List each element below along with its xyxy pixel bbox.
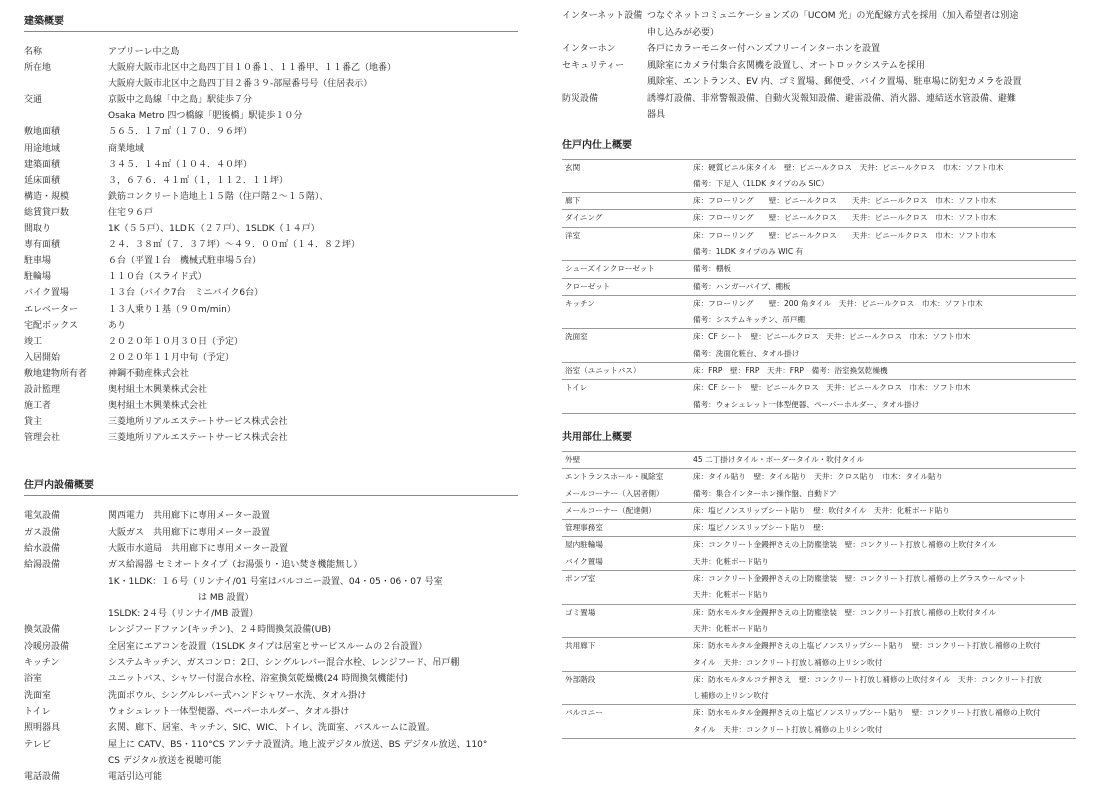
finish-detail-line: 床：FRP 壁：FRP 天井：FRP 備考：浴室換気乾燥機 xyxy=(693,366,888,376)
spec-label: 電話設備 xyxy=(24,772,61,783)
unit-equipment-list xyxy=(24,508,518,785)
spec-row xyxy=(24,541,518,557)
spec-value-line: 大阪ガス 共用廊下に専用メーター設置 xyxy=(108,527,271,538)
spec-value-line: ウォシュレット一体型便器、ペーパーホルダー、タオル掛け xyxy=(108,706,350,717)
spec-label: 施工者 xyxy=(24,401,52,412)
spec-row xyxy=(24,525,518,541)
spec-value-line: ５６５．１７㎡（１７０．９６坪） xyxy=(108,127,253,138)
spec-label: トイレ xyxy=(24,706,51,717)
finish-place xyxy=(562,638,693,672)
spec-value xyxy=(108,430,518,446)
spec-row xyxy=(24,639,518,655)
spec-value-line: 奥村組土木興業株式会社 xyxy=(108,384,208,395)
spec-row xyxy=(24,655,518,671)
spec-label: ガス設備 xyxy=(24,527,61,538)
finish-detail xyxy=(693,278,1076,295)
spec-row xyxy=(24,769,518,785)
spec-label: 総賃貸戸数 xyxy=(24,207,70,218)
finish-row xyxy=(562,227,1076,261)
spec-row xyxy=(562,41,1076,58)
finish-place xyxy=(562,502,693,519)
spec-value-line: ６台（平置１台 機械式駐車場５台） xyxy=(108,256,262,267)
spec-value xyxy=(108,141,518,157)
spec-value-line: 全居室にエアコンを設置（1SLDK タイプは居室とサービスルームの２台設置） xyxy=(108,641,428,652)
spec-label: 延床面積 xyxy=(24,175,61,186)
spec-value-line: ３４５．１４㎡（１０４．４０坪） xyxy=(108,159,253,170)
finish-detail xyxy=(693,329,1076,363)
spec-value-line: 1K（５５戸）、1LDＫ（２７戸）、1SLDK（１４戸） xyxy=(108,224,320,235)
spec-value-line: 風除室にカメラ付集合玄関機を設置し、オートロックシステムを採用 xyxy=(647,60,925,71)
spec-label: 電気設備 xyxy=(24,511,61,522)
finish-detail-line: 45 二丁掛けタイル・ボーダータイル・吹付タイル xyxy=(693,454,865,464)
finish-detail-line: 床：塩ビノンスリップシート貼り 壁：吹付タイル 天井：化粧ボード貼り xyxy=(693,505,950,515)
spec-label: 宅配ボックス xyxy=(24,320,78,331)
spec-value-line: 商業地域 xyxy=(108,143,145,154)
finish-row xyxy=(562,159,1076,193)
finish-place-line: 管理事務室 xyxy=(565,523,603,533)
spec-value xyxy=(108,221,518,237)
finish-row xyxy=(562,469,1076,503)
finish-detail xyxy=(693,502,1076,519)
spec-label: 駐輪場 xyxy=(24,272,52,283)
finish-row xyxy=(562,671,1076,705)
spec-label: 建築面積 xyxy=(24,159,61,170)
spec-row xyxy=(24,382,518,398)
spec-row xyxy=(24,173,518,189)
finish-place xyxy=(562,451,693,468)
spec-row xyxy=(24,350,518,366)
spec-value xyxy=(108,557,518,622)
finish-place-line: シューズインクローゼット xyxy=(565,264,655,274)
finish-row xyxy=(562,638,1076,672)
spec-label: 管理会社 xyxy=(24,433,61,444)
spec-label: 浴室 xyxy=(24,674,43,685)
spec-value-line: 誘導灯設備、非常警報設備、自動火災報知設備、避雷設備、消火器、連結送水管設備、避難 xyxy=(647,93,1017,104)
finish-detail xyxy=(693,571,1076,605)
finish-row xyxy=(562,363,1076,380)
spec-row xyxy=(24,221,518,237)
right-column xyxy=(562,0,1076,739)
finish-detail-line: 床：防水モルタルコテ押さえ 壁：コンクリート打放し補修の上吹付タイル 天井：コンクリート打放 xyxy=(693,674,1042,684)
spec-label: テレビ xyxy=(24,739,51,750)
spec-value-line: 大阪府大阪市北区中之島四丁目２番３９-部屋番号号（住居表示） xyxy=(108,79,373,90)
finish-place-line: 玄関 xyxy=(565,162,581,172)
spec-value-line: ２０２０年１１月中旬（予定） xyxy=(108,352,235,363)
spec-value-line: 奥村組土木興業株式会社 xyxy=(108,401,208,412)
finish-detail-line: 備考：集合インターホン操作盤、自動ドア xyxy=(693,488,837,498)
finish-detail xyxy=(693,210,1076,227)
spec-label: 洗面室 xyxy=(24,690,52,701)
spec-row xyxy=(562,58,1076,91)
spec-row xyxy=(24,60,518,92)
finish-row xyxy=(562,193,1076,210)
spec-value-line: アプリーレ中之島 xyxy=(108,47,180,57)
finish-place-line: メールコーナー（入居者側） xyxy=(565,488,664,498)
finish-row xyxy=(562,520,1076,537)
finish-place xyxy=(562,227,693,261)
finish-place xyxy=(562,380,693,414)
finish-place xyxy=(562,604,693,638)
spec-value xyxy=(108,414,518,430)
spec-value xyxy=(108,541,518,557)
unit-finish-title: 住戸内仕上概要 xyxy=(562,139,632,151)
spec-value xyxy=(108,688,518,704)
finish-row xyxy=(562,537,1076,571)
finish-place-line: トイレ xyxy=(565,383,588,393)
finish-place-line: 共用廊下 xyxy=(565,641,596,651)
spec-value-line: ２４．３８㎡（７．３７坪）～４９．００㎡（１４．８２坪） xyxy=(108,240,361,251)
spec-value-line: 1K・1LDK：１６号（リンナイ/01 号室はバルコニー設置、04・05・06・07 号室 xyxy=(108,576,443,587)
spec-value-line: 関西電力 共用廊下に専用メーター設置 xyxy=(108,511,271,522)
finish-detail xyxy=(693,261,1076,278)
finish-row xyxy=(562,380,1076,414)
spec-row xyxy=(24,720,518,736)
spec-value-line: 神鋼不動産株式会社 xyxy=(108,368,190,379)
finish-place-line: ダイニング xyxy=(565,213,603,223)
spec-value xyxy=(108,350,518,366)
finish-place-line: バイク置場 xyxy=(565,556,603,566)
facility-list xyxy=(562,0,1076,124)
finish-row xyxy=(562,571,1076,605)
finish-detail xyxy=(693,295,1076,329)
spec-value-line: 洗面ボウル、シングルレバー式ハンドシャワー水洗、タオル掛け xyxy=(108,690,367,701)
finish-place xyxy=(562,193,693,210)
finish-place xyxy=(562,329,693,363)
finish-detail xyxy=(693,705,1076,739)
spec-value-line: CS デジタル放送を視聴可能 xyxy=(108,755,222,766)
spec-row xyxy=(24,253,518,269)
finish-detail xyxy=(693,159,1076,193)
spec-value xyxy=(108,60,518,92)
spec-row xyxy=(24,124,518,140)
finish-place-line: ポンプ室 xyxy=(565,574,596,584)
spec-row xyxy=(24,737,518,770)
finish-detail-line: 備考：システムキッチン、吊戸棚 xyxy=(693,315,806,325)
spec-value-line: 玄関、廊下、居室、キッチン、SIC、WIC、トイレ、洗面室、バスルームに設置。 xyxy=(108,723,435,734)
spec-label: 専有面積 xyxy=(24,240,61,251)
spec-value-line: 器具 xyxy=(647,110,666,120)
spec-value xyxy=(108,639,518,655)
spec-value-line: １３人乗り１基（９０m/min） xyxy=(108,304,236,315)
finish-row xyxy=(562,278,1076,295)
spec-value-line: １１０台（スライド式） xyxy=(108,272,207,283)
finish-row xyxy=(562,329,1076,363)
spec-value xyxy=(108,334,518,350)
spec-value xyxy=(108,205,518,221)
finish-place-line: メールコーナー（配達側） xyxy=(565,505,656,515)
spec-value-line: 大阪府大阪市北区中之島四丁目１０番１、１１番甲、１１番乙（地番） xyxy=(108,63,397,74)
spec-value-line: 三菱地所リアルエステートサービス株式会社 xyxy=(108,417,288,428)
spec-row xyxy=(24,704,518,720)
spec-row xyxy=(24,688,518,704)
finish-detail xyxy=(693,520,1076,537)
spec-value xyxy=(108,189,518,205)
finish-place-line: エントランスホール・風除室 xyxy=(565,472,664,482)
spec-row xyxy=(24,157,518,173)
spec-value-line: Osaka Metro 四つ橋線「肥後橋」駅徒歩１０分 xyxy=(108,111,303,122)
finish-detail-line: 床：防水モルタル金鏝押さえの上塩ビノンスリップシート貼り 壁：コンクリート打放し補修の上吹付 xyxy=(693,708,1041,718)
unit-finish-table xyxy=(562,159,1076,414)
spec-value xyxy=(108,704,518,720)
spec-value xyxy=(108,720,518,736)
finish-detail xyxy=(693,671,1076,705)
spec-row xyxy=(562,91,1076,124)
spec-value xyxy=(108,525,518,541)
spec-value xyxy=(108,237,518,253)
spec-value-line: ユニットバス、シャワー付混合水栓、浴室換気乾燥機(24 時間換気機能付) xyxy=(108,674,408,685)
spec-row xyxy=(24,189,518,205)
spec-value xyxy=(108,655,518,671)
spec-value-line: あり xyxy=(108,320,127,331)
finish-detail-line: 天井：化粧ボード貼り xyxy=(693,556,769,566)
finish-place xyxy=(562,469,693,503)
spec-label: 構造・規模 xyxy=(24,191,70,202)
finish-detail xyxy=(693,604,1076,638)
finish-place-line: 浴室（ユニットバス） xyxy=(565,366,641,376)
spec-label: 名称 xyxy=(24,47,43,57)
finish-row xyxy=(562,502,1076,519)
spec-value-line: 住宅９６戸 xyxy=(108,207,154,218)
spec-value xyxy=(108,157,518,173)
finish-place-line: クローゼット xyxy=(565,281,611,291)
spec-value-line: レンジフードファン(キッチン)、２４時間換気設備(UB) xyxy=(108,625,332,636)
spec-row xyxy=(24,44,518,60)
finish-row xyxy=(562,295,1076,329)
spec-row xyxy=(24,269,518,285)
finish-place xyxy=(562,537,693,571)
finish-detail-line: 床：コンクリート金鏝押さえの上防塵塗装 壁：コンクリート打放し補修の上吹付タイル xyxy=(693,540,997,550)
spec-label: 所在地 xyxy=(24,63,52,74)
finish-place-line: 外部階段 xyxy=(565,674,596,684)
spec-row xyxy=(24,302,518,318)
finish-detail xyxy=(693,227,1076,261)
spec-label: 給水設備 xyxy=(24,543,61,554)
finish-detail-line: 備考：ウォシュレット一体型便器、ペーパーホルダー、タオル掛け xyxy=(693,399,920,409)
spec-row xyxy=(24,508,518,524)
spec-row xyxy=(24,285,518,301)
spec-label: 用途地域 xyxy=(24,143,61,154)
finish-place xyxy=(562,261,693,278)
spec-value xyxy=(647,41,1076,58)
spec-value xyxy=(108,398,518,414)
spec-value-line: 申し込みが必要） xyxy=(647,27,720,38)
spec-label: 貸主 xyxy=(24,417,43,428)
finish-detail-line: 床：硬質ビニル床タイル 壁：ビニールクロス 天井：ビニールクロス 巾木：ソフト巾木 xyxy=(693,162,1004,172)
spec-row xyxy=(24,557,518,622)
spec-row xyxy=(24,205,518,221)
spec-value xyxy=(108,382,518,398)
finish-place xyxy=(562,159,693,193)
spec-label: 敷地面積 xyxy=(24,127,61,138)
spec-value-line: つなぐネットコミュニケーションズの「UCOM 光」の光配線方式を採用（加入希望者は別途 xyxy=(647,11,1019,21)
spec-value xyxy=(108,253,518,269)
finish-detail-line: 備考：下足入（1LDK タイプのみ SIC） xyxy=(693,178,829,188)
common-finish-title: 共用部仕上概要 xyxy=(562,431,632,443)
finish-detail-line: 備考：棚板 xyxy=(693,264,731,274)
spec-row xyxy=(24,622,518,638)
spec-label: 駐車場 xyxy=(24,256,52,267)
spec-label: 防災設備 xyxy=(562,93,599,104)
spec-value-line: 各戸にカラーモニター付ハンズフリーインターホンを設置 xyxy=(647,44,881,54)
spec-row xyxy=(24,398,518,414)
finish-detail-line: し補修の上リシン吹付 xyxy=(693,691,769,701)
finish-row xyxy=(562,705,1076,739)
finish-row xyxy=(562,451,1076,468)
finish-place xyxy=(562,705,693,739)
spec-label: 設計監理 xyxy=(24,384,61,395)
spec-label: 竣工 xyxy=(24,336,43,347)
spec-label: 冷暖房設備 xyxy=(24,641,70,652)
finish-detail xyxy=(693,469,1076,503)
finish-detail-line: 床：フローリング 壁：200 角タイル 天井：ビニールクロス 巾木：ソフト巾木 xyxy=(693,298,983,308)
finish-detail-line: 床：フローリング 壁：ビニールクロス 天井：ビニールクロス 巾木：ソフト巾木 xyxy=(693,196,996,206)
finish-detail xyxy=(693,363,1076,380)
spec-value-line: 電話引込可能 xyxy=(108,772,163,783)
spec-value-line: 三菱地所リアルエステートサービス株式会社 xyxy=(108,433,288,444)
spec-value xyxy=(108,92,518,124)
spec-row xyxy=(562,8,1076,41)
finish-row xyxy=(562,210,1076,227)
finish-detail-line: タイル 天井：コンクリート打放し補修の上リシン吹付 xyxy=(693,724,883,734)
spec-value xyxy=(108,508,518,524)
spec-label: 交通 xyxy=(24,95,43,106)
spec-row xyxy=(24,318,518,334)
spec-row xyxy=(24,430,518,446)
spec-label: 敷地建物所有者 xyxy=(24,368,88,379)
finish-detail-line: 床：CF シート 壁：ビニールクロス 天井：ビニールクロス 巾木：ソフト巾木 xyxy=(693,332,971,342)
finish-detail-line: 備考：ハンガーパイプ、棚板 xyxy=(693,281,791,291)
spec-value-line: 鉄筋コンクリート造地上１５階（住戸階２～１５階）、 xyxy=(108,191,329,202)
finish-place-line: 洗面室 xyxy=(565,332,588,342)
spec-label: バイク置場 xyxy=(24,288,69,299)
spec-label: 給湯設備 xyxy=(24,560,61,571)
spec-value-line: ２０２０年１０月３０日（予定） xyxy=(108,336,244,347)
finish-detail-line: 床：フローリング 壁：ビニールクロス 天井：ビニールクロス 巾木：ソフト巾木 xyxy=(693,213,996,223)
spec-value xyxy=(108,124,518,140)
spec-value-line: ガス給湯器 セミオートタイプ（お湯張り・追い焚き機能無し） xyxy=(108,560,363,571)
spec-value xyxy=(647,8,1076,41)
finish-place xyxy=(562,671,693,705)
finish-detail xyxy=(693,451,1076,468)
spec-label: キッチン xyxy=(24,658,60,669)
finish-detail-line: 床：防水モルタル金鏝押さえの上塩ビノンスリップシート貼り 壁：コンクリート打放し補修の上吹付 xyxy=(693,641,1041,651)
finish-row xyxy=(562,261,1076,278)
spec-value-line: 屋上に CATV、BS・110°CS アンテナ設置済。地上波デジタル放送、BS デジタル放送、110° xyxy=(108,739,488,750)
spec-label: セキュリティー xyxy=(562,60,625,71)
finish-place xyxy=(562,571,693,605)
spec-value xyxy=(647,58,1076,91)
spec-value-line: １３台（バイク7台 ミニバイク6台） xyxy=(108,288,264,299)
finish-detail-line: 床：タイル貼り 壁：タイル貼り 天井：クロス貼り 巾木：タイル貼り xyxy=(693,472,944,482)
spec-value-line: 大阪市水道局 共用廊下に専用メーター設置 xyxy=(108,543,289,554)
finish-place xyxy=(562,278,693,295)
finish-detail-line: 床：CF シート 壁：ビニールクロス 天井：ビニールクロス 巾木：ソフト巾木 xyxy=(693,383,971,393)
finish-place-line: 屋内駐輪場 xyxy=(565,540,603,550)
spec-value xyxy=(108,173,518,189)
spec-value xyxy=(108,269,518,285)
left-column xyxy=(24,0,518,785)
spec-value xyxy=(108,622,518,638)
finish-detail-line: 備考：洗面化粧台、タオル掛け xyxy=(693,348,800,358)
spec-row xyxy=(24,237,518,253)
finish-detail xyxy=(693,638,1076,672)
spec-label: インターホン xyxy=(562,44,616,54)
finish-place-line: ゴミ置場 xyxy=(565,607,596,617)
spec-value xyxy=(108,769,518,785)
finish-detail xyxy=(693,380,1076,414)
spec-row xyxy=(24,414,518,430)
spec-label: 換気設備 xyxy=(24,625,61,636)
finish-place-line: 外壁 xyxy=(565,454,581,464)
spec-row xyxy=(24,671,518,687)
spec-value xyxy=(108,737,518,770)
finish-row xyxy=(562,604,1076,638)
finish-place xyxy=(562,210,693,227)
spec-label: 間取り xyxy=(24,224,52,235)
unit-equipment-title: 住戸内設備概要 xyxy=(24,464,518,496)
spec-value-line: は MB 設置） xyxy=(108,592,254,603)
finish-detail-line: タイル 天井：コンクリート打放し補修の上リシン吹付 xyxy=(693,657,883,667)
spec-value xyxy=(108,302,518,318)
spec-row xyxy=(24,334,518,350)
spec-value xyxy=(108,318,518,334)
spec-value xyxy=(108,44,518,60)
finish-place-line: バルコニー xyxy=(565,708,603,718)
building-overview-title: 建築概要 xyxy=(24,0,518,32)
spec-value-line: 京阪中之島線「中之島」駅徒歩７分 xyxy=(108,95,253,106)
spec-label: エレベーター xyxy=(24,304,79,315)
spec-row xyxy=(24,366,518,382)
finish-detail-line: 天井：化粧ボード貼り xyxy=(693,623,769,633)
finish-place xyxy=(562,520,693,537)
finish-detail xyxy=(693,193,1076,210)
spec-label: 入居開始 xyxy=(24,352,61,363)
spec-value xyxy=(108,366,518,382)
finish-place xyxy=(562,295,693,329)
finish-detail-line: 床：防水モルタル金鏝押さえの上防塵塗装 壁：コンクリート打放し補修の上吹付タイル xyxy=(693,607,997,617)
spec-value-line: 風除室、エントランス、EV 内、ゴミ置場、郵便受、バイク置場、駐車場に防犯カメラを設置 xyxy=(647,77,1022,87)
spec-row xyxy=(24,92,518,124)
finish-detail xyxy=(693,537,1076,571)
finish-place xyxy=(562,363,693,380)
finish-place-line: 洋室 xyxy=(565,230,581,240)
finish-place-line: キッチン xyxy=(565,298,595,308)
spec-value-line: 1SLDK: 2４号（リンナイ/MB 設置） xyxy=(108,609,259,620)
spec-row xyxy=(24,141,518,157)
finish-place-line: 廊下 xyxy=(565,196,581,206)
finish-detail-line: 備考：1LDK タイプのみ WIC 有 xyxy=(693,246,804,256)
finish-detail-line: 床：フローリング 壁：ビニールクロス 天井：ビニールクロス 巾木：ソフト巾木 xyxy=(693,230,996,240)
finish-detail-line: 床：コンクリート金鏝押さえの上防塵塗装 壁：コンクリート打放し補修の上グラスウールマット xyxy=(693,574,1027,584)
spec-label: インターネット設備 xyxy=(562,11,643,21)
common-finish-table xyxy=(562,451,1076,739)
spec-value xyxy=(647,91,1076,124)
spec-value xyxy=(108,285,518,301)
spec-value-line: システムキッチン、ガスコンロ：2口、シングルレバー混合水栓、レンジフード、吊戸棚 xyxy=(108,658,460,669)
finish-detail-line: 床：塩ビノンスリップシート貼り 壁： xyxy=(693,523,829,533)
spec-label: 照明器具 xyxy=(24,723,61,734)
spec-value-line: ３，６７６．４１㎡（１，１１２．１１坪） xyxy=(108,175,289,186)
spec-value xyxy=(108,671,518,687)
building-overview-list xyxy=(24,44,518,446)
finish-detail-line: 天井：化粧ボード貼り xyxy=(693,590,769,600)
